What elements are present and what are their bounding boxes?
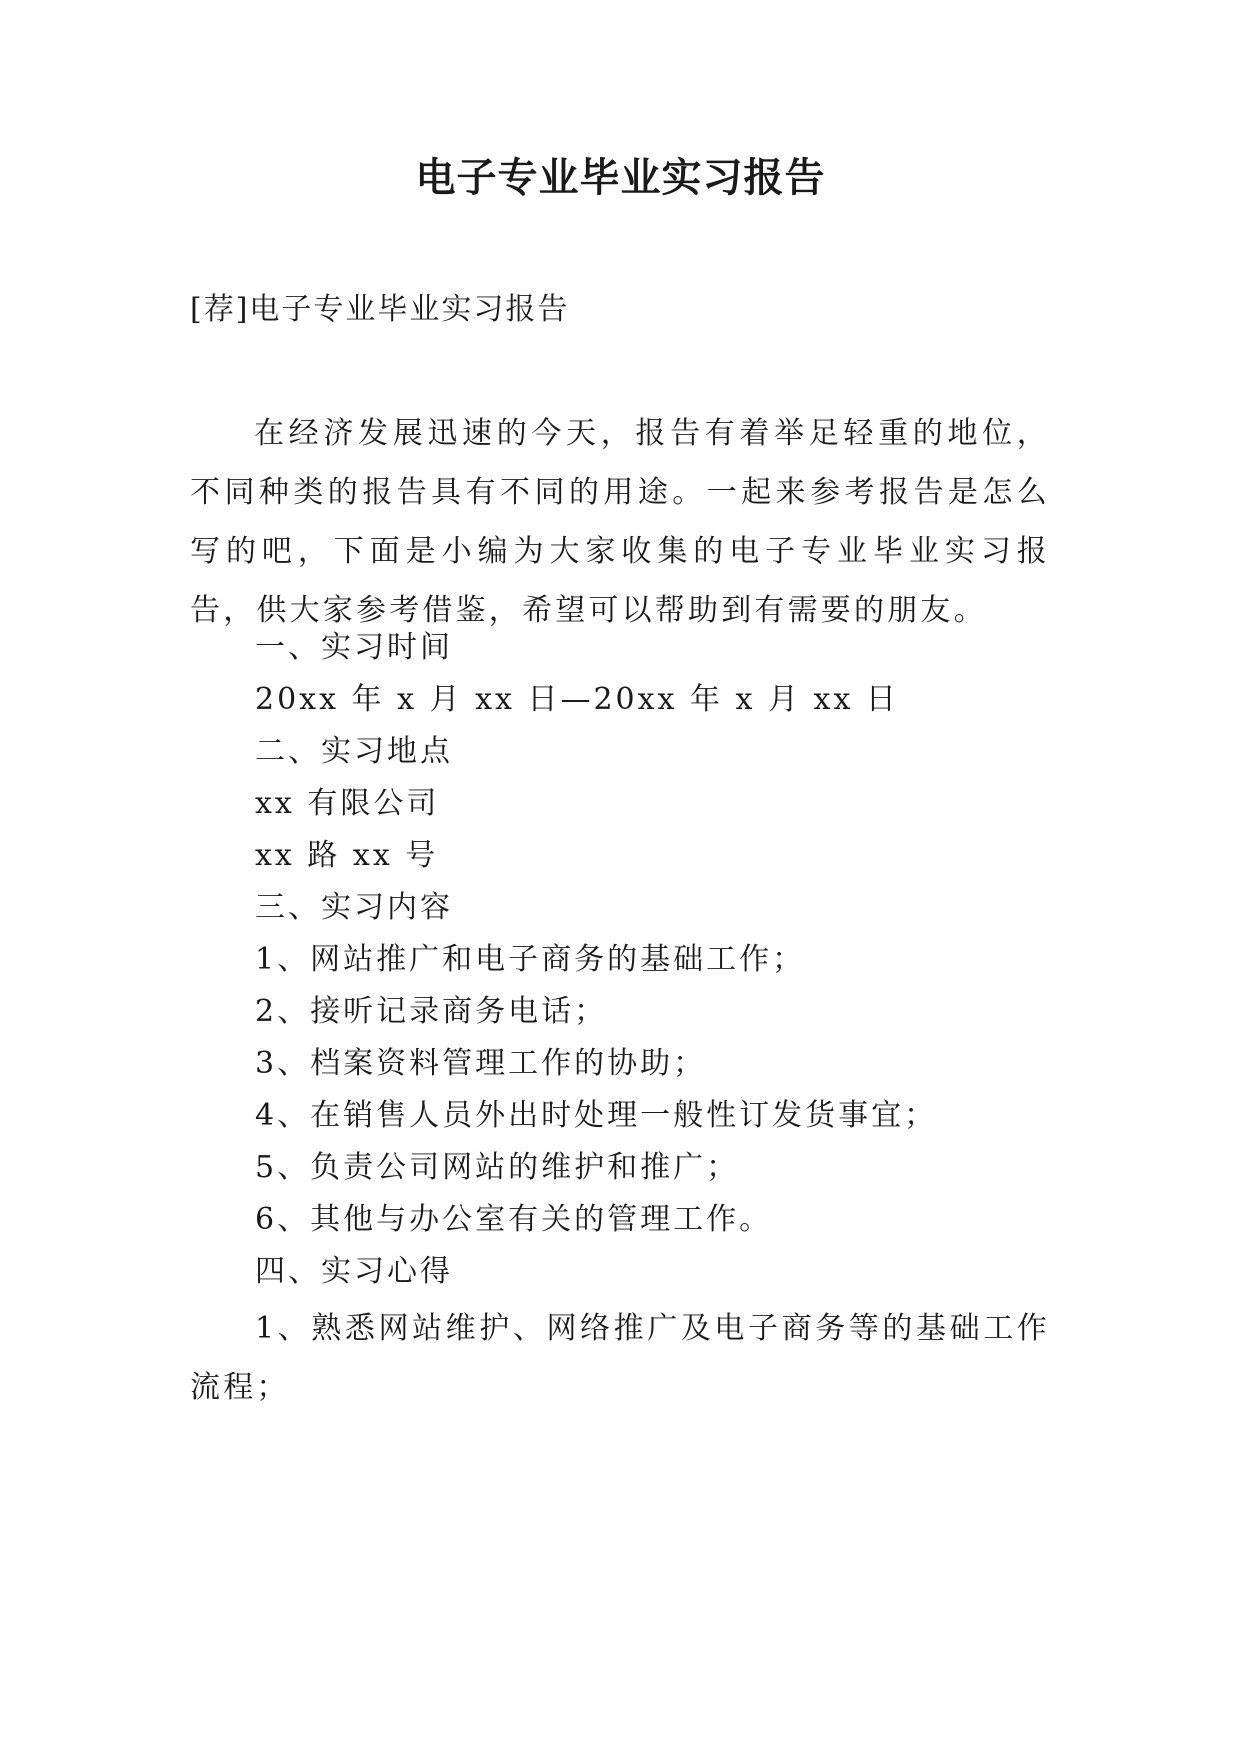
internship-period: 20xx 年 x 月 xx 日—20xx 年 x 月 xx 日	[255, 682, 899, 717]
content-item: 5、负责公司网站的维护和推广；	[255, 1150, 740, 1185]
content-item: 2、接听记录商务电话；	[255, 994, 608, 1029]
location-company: xx 有限公司	[255, 786, 440, 821]
insight-item: 1、熟悉网站维护、网络推广及电子商务等的基础工作流程；	[190, 1311, 1050, 1405]
content-item: 6、其他与办公室有关的管理工作。	[255, 1202, 773, 1237]
content-item: 1、网站推广和电子商务的基础工作；	[255, 942, 806, 977]
section-heading-location: 二、实习地点	[255, 734, 453, 769]
document-title: 电子专业毕业实习报告	[415, 155, 826, 201]
content-item: 4、在销售人员外出时处理一般性订发货事宜；	[255, 1098, 938, 1133]
section-heading-time: 一、实习时间	[255, 630, 453, 665]
section-heading-content: 三、实习内容	[255, 890, 453, 925]
intro-paragraph: 在经济发展迅速的今天，报告有着举足轻重的地位，不同种类的报告具有不同的用途。一起来参考报告是怎么写的吧，下面是小编为大家收集的电子专业毕业实习报告，供大家参考借鉴，希望可以帮助到有需要的朋友。	[190, 416, 1050, 628]
location-address: xx 路 xx 号	[255, 838, 439, 873]
document-subtitle: [荐]电子专业毕业实习报告	[190, 292, 570, 327]
content-item: 3、档案资料管理工作的协助；	[255, 1046, 707, 1081]
section-heading-insights: 四、实习心得	[255, 1254, 453, 1289]
